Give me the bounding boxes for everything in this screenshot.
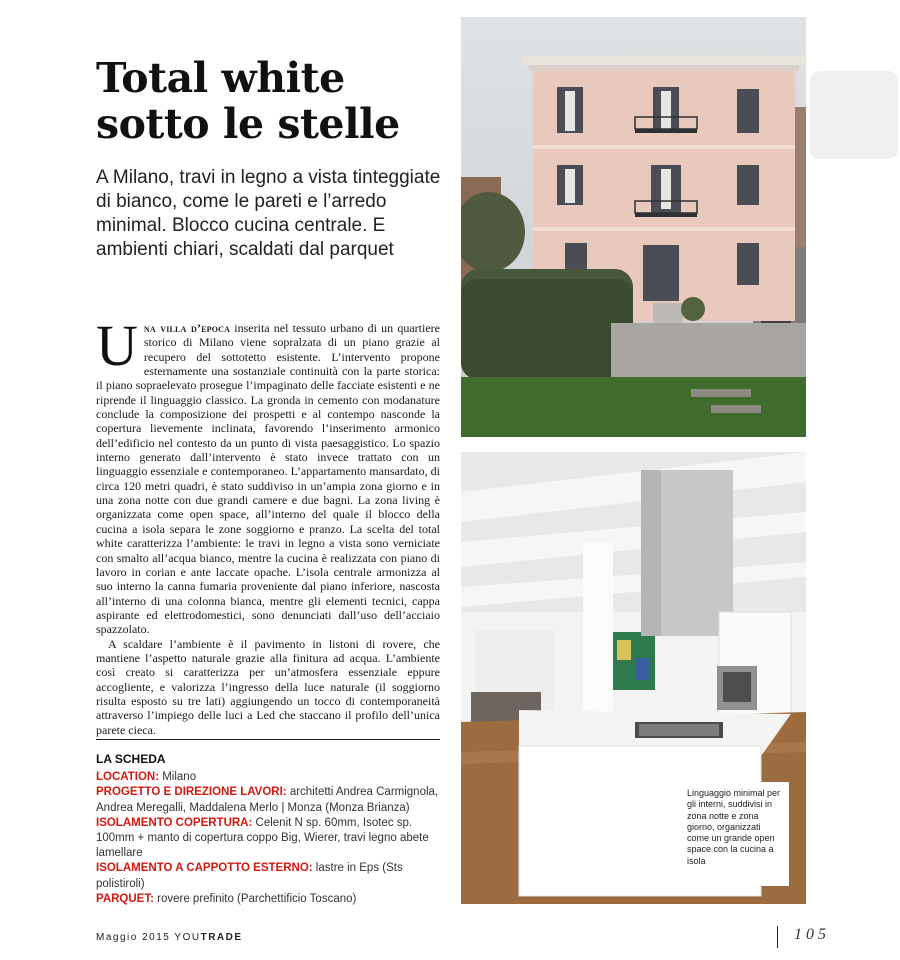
- scheda-value: lastre in Eps (Sts polistiroli): [96, 862, 403, 890]
- paragraph-1: [96, 313, 440, 637]
- page-number: 105: [794, 926, 830, 943]
- divider: [96, 739, 440, 740]
- footer-divider: [777, 926, 778, 948]
- scheda-key: LOCATION:: [96, 771, 160, 784]
- scheda-value: Milano: [159, 771, 197, 784]
- issue-date: Maggio 2015 YOU: [96, 932, 201, 943]
- scheda-item: [96, 816, 440, 862]
- drop-cap: U: [96, 313, 138, 378]
- exterior-photo: [461, 17, 806, 437]
- scheda-value: Celenit N sp. 60mm, Isotec sp. 100mm + manto di copertura coppo Big, Wierer, travi legno abete lamellare: [96, 816, 429, 860]
- article-body: [96, 313, 440, 737]
- lead-in: na villa d’epoca: [143, 321, 231, 335]
- scheda-value: rovere prefinito (Parchettificio Toscano): [153, 892, 357, 905]
- villa-facade-illustration: [461, 17, 806, 437]
- scheda-value: architetti Andrea Carmignola, Andrea Meregalli, Maddalena Merlo | Monza (Monza Brianza): [96, 786, 439, 814]
- scheda-key: ISOLAMENTO A CAPPOTTO ESTERNO:: [96, 862, 313, 875]
- scheda-item: [96, 770, 440, 785]
- footer-issue: [96, 932, 243, 943]
- side-tab[interactable]: [810, 71, 898, 159]
- scheda-item: [96, 892, 440, 907]
- scheda-key: ISOLAMENTO COPERTURA:: [96, 816, 253, 829]
- article-title: Total white sotto le stelle: [96, 54, 400, 148]
- paragraph-1-text: inserita nel tessuto urbano di un quartiere storico di Milano viene sopralzata di un piano grazie al recupero del sottotetto esistente. L’intervento propone esternamente una sostanziale continuità con la parte storica: il piano sopraelevato prosegue l’impaginato delle facciate esistenti e ne riprende il linguaggio classico. La gronda in cemento con modanature conclude la composizione dei prospetti e al contempo nasconde la copertura lievemente inclinata, favorendo l’inserimento armonico dell’edificio nel contesto da un punto di vista paesaggistico. Lo spazio interno generato dall’intervento è stato invece trattato con un linguaggio essenziale e contemporaneo. L’appartamento mansardato, di circa 120 metri quadri, è stato suddiviso in un’ampia zona giorno e in una zona notte con due grandi camere e due bagni. La zona living è organizzata come open space, all’interno del quale il blocco della cucina a isola separa le zone soggiorno e pranzo. La scelta del total white caratterizza l’ambiente: le travi in legno a vista sono verniciate con smalto all’acqua bianco, mentre la cucina è realizzata con piano di lavoro in corian e ante laccate opache. L’isola centrale armonizza al suo interno la canna fumaria proveniente dal piano inferiore, nascosta all’interno di una colonna bianca, mentre gli elementi tecnici, cappa aspirante ed elettrodomestici, sono denunciati dall’uso dell’acciaio spazzolato.: [96, 321, 440, 637]
- scheda-key: PROGETTO E DIREZIONE LAVORI:: [96, 786, 287, 799]
- scheda-key: PARQUET:: [96, 892, 154, 905]
- paragraph-2: A scaldare l’ambiente è il pavimento in listoni di rovere, che mantiene l’aspetto naturale grazie alla finitura ad acqua. L’ambiente così creato si caratterizza per un’atmosfera essenziale eppure accogliente, e valorizza l’ingresso della luce naturale (il soggiorno risulta esposto su tre lati) aggiungendo un tocco di contemporaneità attraverso l’impiego delle luci a Led che staccano il profilo dell’unica parete cieca.: [96, 636, 440, 737]
- scheda-title: LA SCHEDA: [96, 752, 166, 766]
- article-subtitle: A Milano, travi in legno a vista tinteggiate di bianco, come le pareti e l’arredo minimal. Blocco cucina centrale. E ambienti chiari, scaldati dal parquet: [96, 167, 441, 260]
- scheda-item: [96, 785, 440, 815]
- photo-caption: Linguaggio minimal per gli interni, suddivisi in zona notte e zona giorno, organizzati come un grande open space con la cucina a isola: [681, 782, 789, 886]
- magazine-brand: TRADE: [200, 932, 243, 943]
- scheda-item: [96, 861, 440, 891]
- scheda-box: [96, 752, 440, 907]
